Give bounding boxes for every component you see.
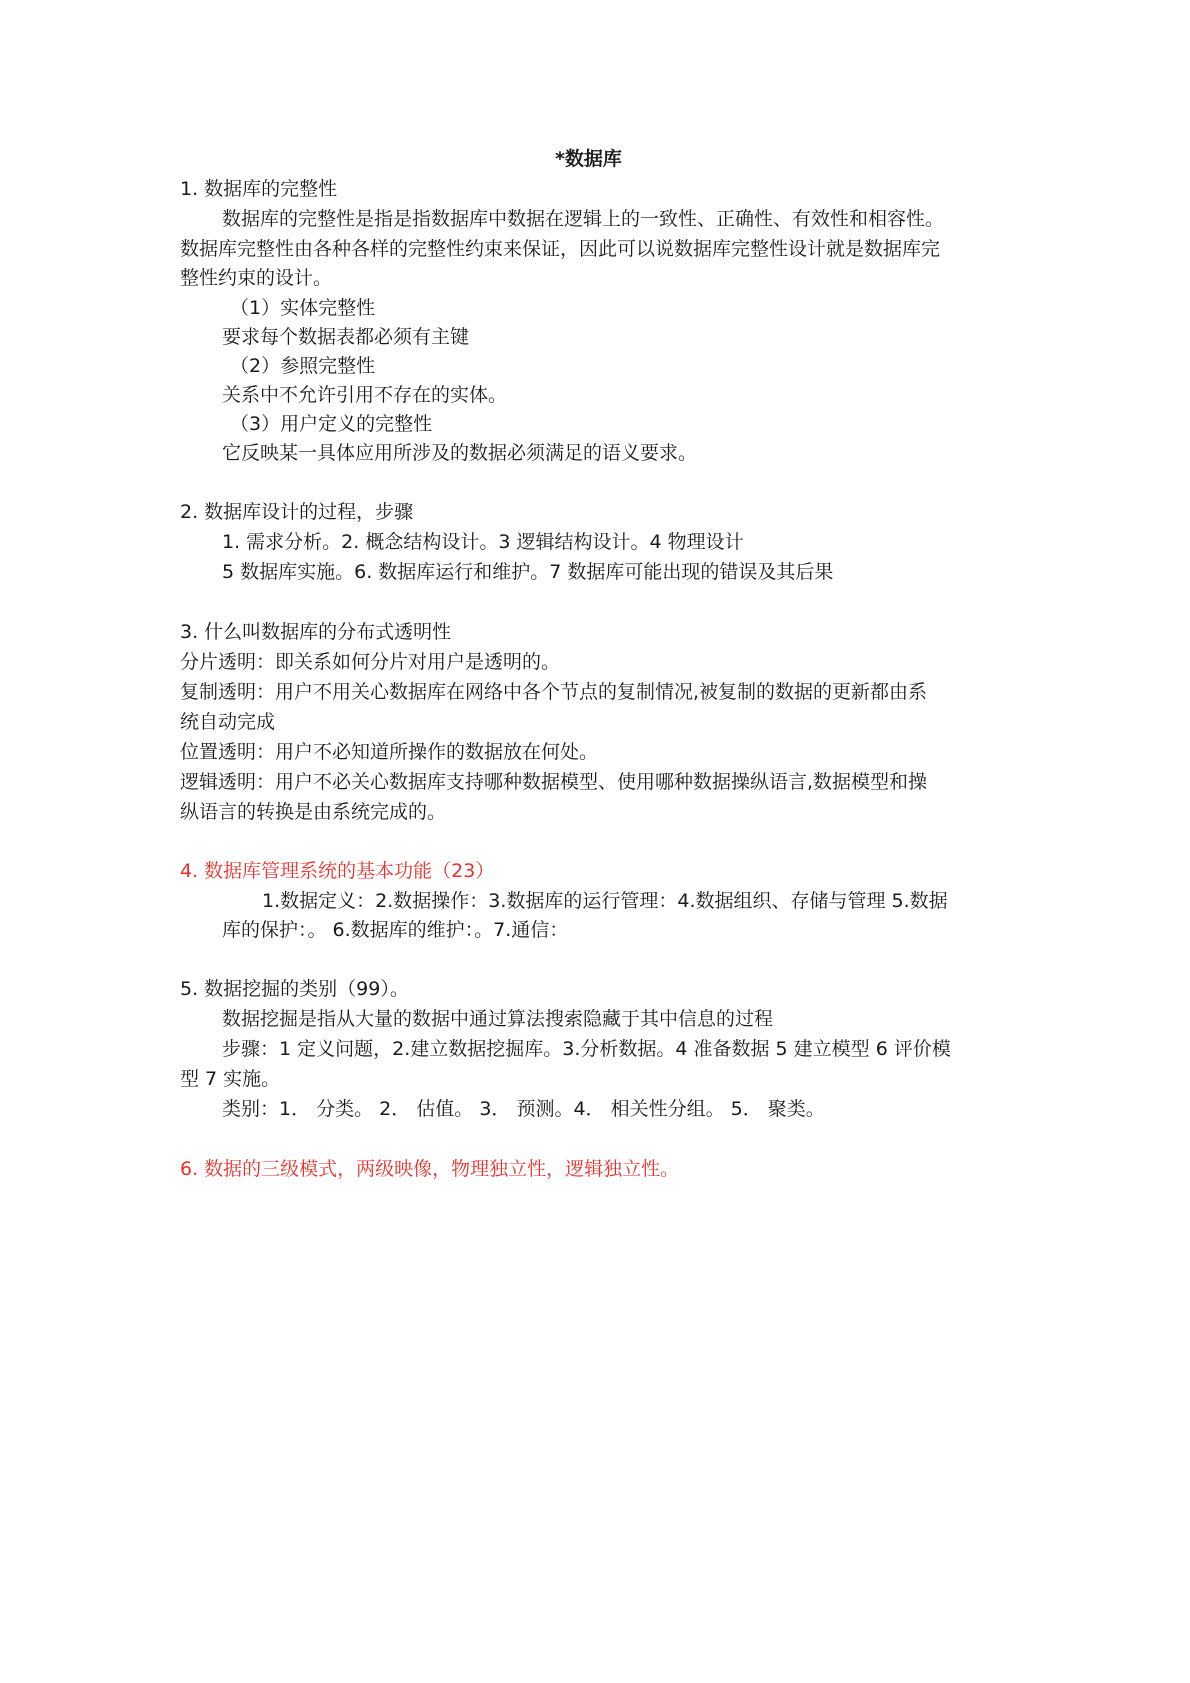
section-3-line-1: 分片透明：即关系如何分片对用户是透明的。 (180, 651, 561, 673)
section-3-line-3: 统自动完成 (180, 711, 276, 733)
section-3-line-6: 纵语言的转换是由系统完成的。 (180, 801, 447, 823)
section-4-line-2: 库的保护：。 6.数据库的维护：。7.通信： (222, 919, 569, 941)
referential-integrity-item: （2）参照完整性 (230, 355, 376, 377)
entity-integrity-desc: 要求每个数据表都必须有主键 (222, 326, 470, 348)
page-title: *数据库 (555, 148, 622, 170)
section-3-line-2: 复制透明：用户不用关心数据库在网络中各个节点的复制情况,被复制的数据的更新都由系 (180, 681, 928, 703)
section-5-line-2: 步骤：1 定义问题，2.建立数据挖掘库。3.分析数据。4 准备数据 5 建立模型 6 评价模 (222, 1038, 951, 1060)
section-3-heading: 3. 什么叫数据库的分布式透明性 (180, 621, 452, 643)
section-2-heading: 2. 数据库设计的过程，步骤 (180, 501, 414, 523)
section-4-line-1: 1.数据定义：2.数据操作：3.数据库的运行管理：4.数据组织、存储与管理 5.数据 (262, 890, 948, 912)
section-6-heading: 6. 数据的三级模式，两级映像，物理独立性，逻辑独立性。 (180, 1158, 680, 1180)
section-3-line-5: 逻辑透明：用户不必关心数据库支持哪种数据模型、使用哪种数据操纵语言,数据模型和操 (180, 771, 928, 793)
section-1-paragraph-line-3: 整性约束的设计。 (180, 267, 333, 289)
section-2-line-2: 5 数据库实施。6. 数据库运行和维护。7 数据库可能出现的错误及其后果 (222, 561, 834, 583)
user-defined-integrity-desc: 它反映某一具体应用所涉及的数据必须满足的语义要求。 (222, 442, 698, 464)
section-2-line-1: 1. 需求分析。2. 概念结构设计。3 逻辑结构设计。4 物理设计 (222, 531, 744, 553)
section-4-heading: 4. 数据库管理系统的基本功能（23） (180, 860, 495, 882)
referential-integrity-desc: 关系中不允许引用不存在的实体。 (222, 384, 508, 406)
section-5-line-3: 型 7 实施。 (180, 1068, 281, 1090)
section-5-line-1: 数据挖掘是指从大量的数据中通过算法搜索隐藏于其中信息的过程 (222, 1008, 774, 1030)
user-defined-integrity-item: （3）用户定义的完整性 (230, 413, 433, 435)
section-5-heading: 5. 数据挖掘的类别（99）。 (180, 978, 409, 1000)
entity-integrity-item: （1）实体完整性 (230, 297, 376, 319)
section-3-line-4: 位置透明：用户不必知道所操作的数据放在何处。 (180, 741, 599, 763)
section-1-paragraph-line-1: 数据库的完整性是指是指数据库中数据在逻辑上的一致性、正确性、有效性和相容性。 (222, 208, 945, 230)
section-1-heading: 1. 数据库的完整性 (180, 178, 338, 200)
section-5-line-4: 类别：1． 分类。 2． 估值。 3． 预测。4． 相关性分组。 5． 聚类。 (222, 1098, 825, 1120)
section-1-paragraph-line-2: 数据库完整性由各种各样的完整性约束来保证，因此可以说数据库完整性设计就是数据库完 (180, 238, 941, 260)
